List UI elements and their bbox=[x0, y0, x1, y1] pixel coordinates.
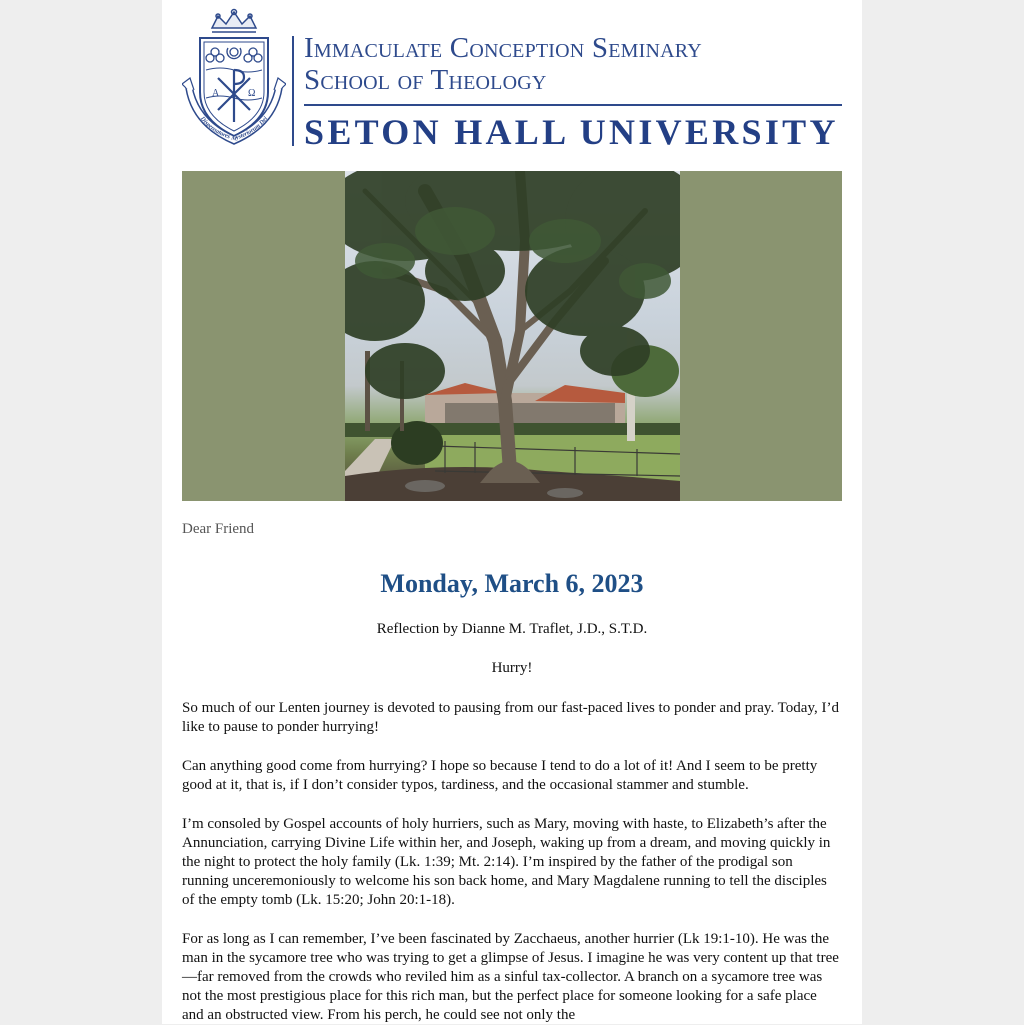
reflection-title: Hurry! bbox=[491, 660, 533, 676]
svg-text:A: A bbox=[212, 88, 220, 99]
reflection-date-title: Monday, March 6, 2023 bbox=[380, 569, 644, 598]
hero-banner bbox=[182, 171, 842, 501]
seminary-crest-icon bbox=[182, 8, 286, 150]
body-paragraph: So much of our Lenten journey is devoted to pausing from our fast-paced lives to ponder and pray. Today, I’d like to pause to ponder hurrying! bbox=[182, 700, 839, 735]
tree-photo bbox=[345, 171, 680, 501]
seminary-name-line1: Immaculate Conception Seminary bbox=[304, 32, 702, 64]
tree-photo-illustration bbox=[345, 171, 680, 501]
svg-text:Ω: Ω bbox=[248, 88, 256, 99]
body-paragraph: Can anything good come from hurrying? I hope so because I tend to do a lot of it! And I seem to be pretty good at it, that is, if I don’t consider typos, tardiness, and the occasional stammer and stumble. bbox=[182, 758, 818, 793]
body-paragraph: For as long as I can remember, I’ve been fascinated by Zacchaeus, another hurrier (Lk 19:1-10). He was the man in the sycamore tree who was trying to get a glimpse of Jesus. I imagine he was very content up that tree—far removed from the crowds who reviled him as a sinful tax-collector. A branch on a sycamore tree was not the most prestigious place for this rich man, but the perfect place for someone looking for a safe place and an obstructed view. From his perch, he could see not only the bbox=[182, 931, 839, 1023]
body-paragraph: I’m consoled by Gospel accounts of holy hurriers, such as Mary, moving with haste, to Elizabeth’s after the Annunciation, carrying Divine Life within her, and Joseph, waking up from a dream, and moving quickly in the night to protect the holy family (Lk. 1:39; Mt. 2:14). I’m inspired by the father of the prodigal son running unceremoniously to welcome his son back home, and Mary Magdalene running to tell the disciples of the empty tomb (Lk. 15:20; John 20:1-18). bbox=[182, 816, 831, 908]
university-name: SETON HALL UNIVERSITY bbox=[304, 112, 839, 152]
salutation: Dear Friend bbox=[182, 521, 255, 537]
seminary-header-logo[interactable] bbox=[182, 8, 842, 150]
reflection-byline: Reflection by Dianne M. Traflet, J.D., S.T.D. bbox=[376, 621, 648, 637]
crest-motto-text: Dispensatores Mysteriorum Dei bbox=[198, 115, 270, 143]
email-body bbox=[162, 0, 862, 1024]
seminary-name-line2: School of Theology bbox=[304, 64, 547, 96]
header-vertical-rule bbox=[292, 36, 294, 146]
seminary-name bbox=[304, 32, 702, 96]
header-horizontal-rule bbox=[304, 104, 842, 106]
